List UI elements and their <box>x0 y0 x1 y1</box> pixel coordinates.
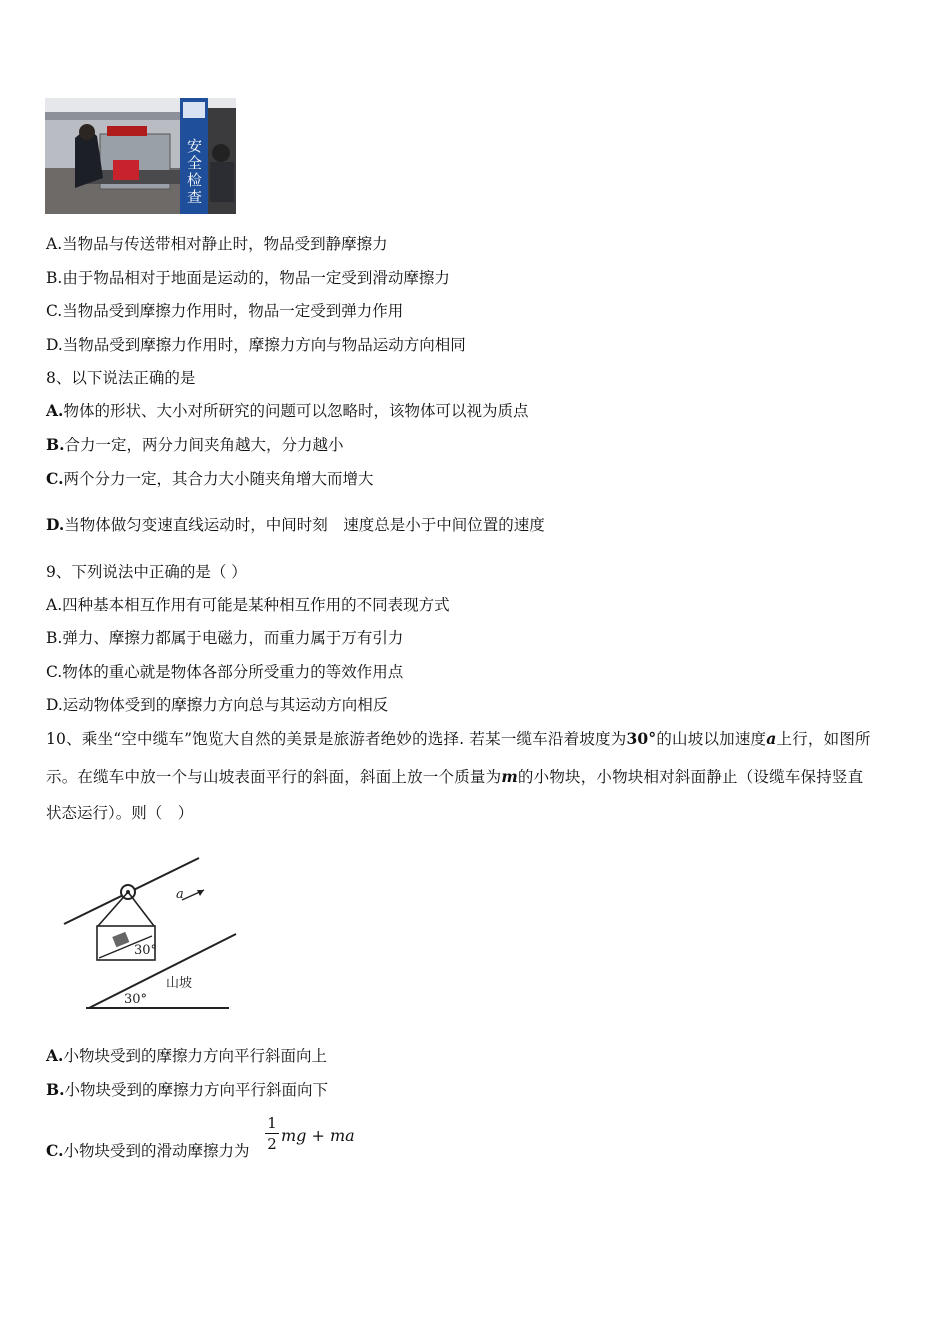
option-letter: C. <box>46 469 64 488</box>
q7-option-b: B.由于物品相对于地面是运动的，物品一定受到滑动摩擦力 <box>46 269 450 287</box>
q9-option-a: A.四种基本相互作用有可能是某种相互作用的不同表现方式 <box>46 596 450 614</box>
q10-stem-line1 <box>46 729 871 749</box>
q7-option-c: C.当物品受到摩擦力作用时，物品一定受到弹力作用 <box>46 302 404 320</box>
fraction-numerator: 1 <box>267 1114 277 1132</box>
q8-option-c <box>46 469 373 489</box>
q10-option-c <box>46 1141 249 1161</box>
security-check-photo <box>45 98 236 214</box>
fraction-bar <box>265 1133 279 1134</box>
option-text: 小物块受到的摩擦力方向平行斜面向下 <box>64 1081 329 1099</box>
option-letter: A. <box>46 401 64 420</box>
q10-option-b <box>46 1080 328 1100</box>
angle-label-top: 30° <box>134 943 158 958</box>
q7-option-d: D.当物品受到摩擦力作用时，摩擦力方向与物品运动方向相同 <box>46 336 466 354</box>
q9-stem: 9、下列说法中正确的是（ ） <box>46 563 247 581</box>
stem-text: 上行，如图所 <box>776 730 871 748</box>
option-text: 当物体做匀变速直线运动时，中间时刻 速度总是小于中间位置的速度 <box>64 516 545 534</box>
stem-text: 的山坡以加速度 <box>656 730 767 748</box>
option-letter: C. <box>46 1141 64 1160</box>
q8-option-a <box>46 401 528 421</box>
q8-option-b <box>46 435 344 455</box>
q9-option-c: C.物体的重心就是物体各部分所受重力的等效作用点 <box>46 663 404 681</box>
slope-label: 山坡 <box>166 976 193 991</box>
option-text: 小物块受到的摩擦力方向平行斜面向上 <box>63 1047 327 1065</box>
option-letter: B. <box>46 435 65 454</box>
slope-angle: 30° <box>626 729 657 748</box>
accel-label: a <box>176 887 184 902</box>
formula-mg-ma: mg + ma <box>281 1126 355 1145</box>
mass-var: m <box>501 767 518 786</box>
q10-stem-line2 <box>46 767 863 787</box>
option-text: 物体的形状、大小对所研究的问题可以忽略时，该物体可以视为质点 <box>63 402 529 420</box>
option-letter: D. <box>46 515 65 534</box>
option-text: 两个分力一定，其合力大小随夹角增大而增大 <box>63 470 374 488</box>
q9-option-d: D.运动物体受到的摩擦力方向总与其运动方向相反 <box>46 696 389 714</box>
stem-text: 的小物块，小物块相对斜面静止（设缆车保持竖直 <box>517 768 864 786</box>
fraction-one-half <box>265 1114 279 1153</box>
q10-stem-line3: 状态运行）。则（ ） <box>46 804 194 822</box>
angle-label-bottom: 30° <box>124 992 148 1007</box>
cable-car-diagram <box>44 840 244 1020</box>
small-block <box>112 932 129 947</box>
stem-text: 示。在缆车中放一个与山坡表面平行的斜面，斜面上放一个质量为 <box>46 768 502 786</box>
option-letter: A. <box>46 1046 64 1065</box>
photo-sign-text: 安全检查 <box>185 138 203 206</box>
fraction-denominator: 2 <box>267 1135 277 1153</box>
option-letter: B. <box>46 1080 65 1099</box>
q8-stem: 8、以下说法正确的是 <box>46 369 196 387</box>
q10-option-a <box>46 1046 327 1066</box>
option-text: 合力一定，两分力间夹角越大，分力越小 <box>64 436 344 454</box>
accel-var: a <box>766 729 777 748</box>
stem-text: 10、乘坐“空中缆车”饱览大自然的美景是旅游者绝妙的选择. 若某一缆车沿着坡度为 <box>46 730 627 748</box>
option-text: 小物块受到的滑动摩擦力为 <box>63 1142 250 1160</box>
q7-option-a: A.当物品与传送带相对静止时，物品受到静摩擦力 <box>46 235 388 253</box>
q9-option-b: B.弹力、摩擦力都属于电磁力，而重力属于万有引力 <box>46 629 404 647</box>
q8-option-d <box>46 515 545 535</box>
